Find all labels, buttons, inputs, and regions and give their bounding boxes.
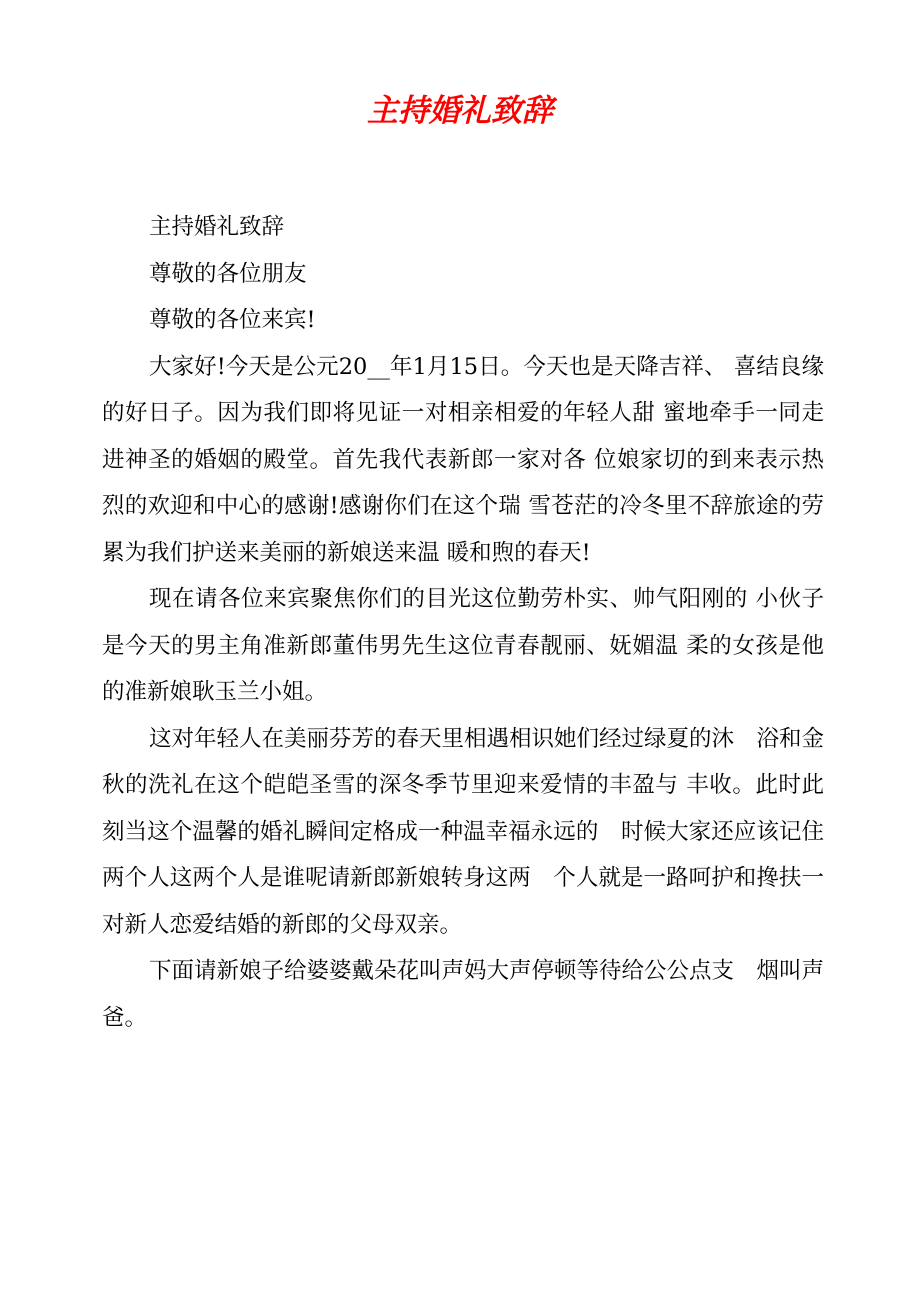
paragraph-greeting-friends: 尊敬的各位朋友	[149, 260, 307, 287]
paragraph-opening: 大家好!今天是公元20__年1月15日。今天也是天降吉祥、 喜结良缘的好日子。因为我们即将见证一对相亲相爱的年轻人甜 蜜地牵手一同走进神圣的婚姻的殿堂。首先我代表新郎一家对各 位娘家切的到来表示热烈的欢迎和中心的感谢!感谢你们在这个瑞 雪苍茫的冷冬里不辞旅途的劳累为我们护送来美丽的新娘送来温 暖和煦的春天!	[102, 353, 824, 566]
paragraph-greeting-guests: 尊敬的各位来宾!	[149, 307, 316, 333]
paragraph-ceremony: 下面请新娘子给婆婆戴朵花叫声妈大声停顿等待给公公点支 烟叫声爸。	[102, 958, 825, 1031]
paragraph-parents: 这对年轻人在美丽芬芳的春天里相遇相识她们经过绿夏的沐 浴和金秋的洗礼在这个皑皑圣雪的深冬季节里迎来爱情的丰盈与 丰收。此时此刻当这个温馨的婚礼瞬间定格成一种温幸福永远的 时候大家还应该记住两个人这两个人是谁呢请新郎新娘转身这两 个人就是一路呵护和搀扶一对新人恋爱结婚的新郎的父母双亲。	[102, 725, 825, 938]
paragraph-heading: 主持婚礼致辞	[149, 214, 285, 240]
document-body	[102, 204, 824, 1041]
paragraph-introduce-couple: 现在请各位来宾聚焦你们的目光这位勤劳朴实、帅气阳刚的 小伙子是今天的男主角准新郎董伟男先生这位青春靓丽、妩媚温 柔的女孩是他的准新娘耿玉兰小姐。	[102, 586, 824, 705]
document-title: 主持婚礼致辞	[367, 93, 553, 129]
